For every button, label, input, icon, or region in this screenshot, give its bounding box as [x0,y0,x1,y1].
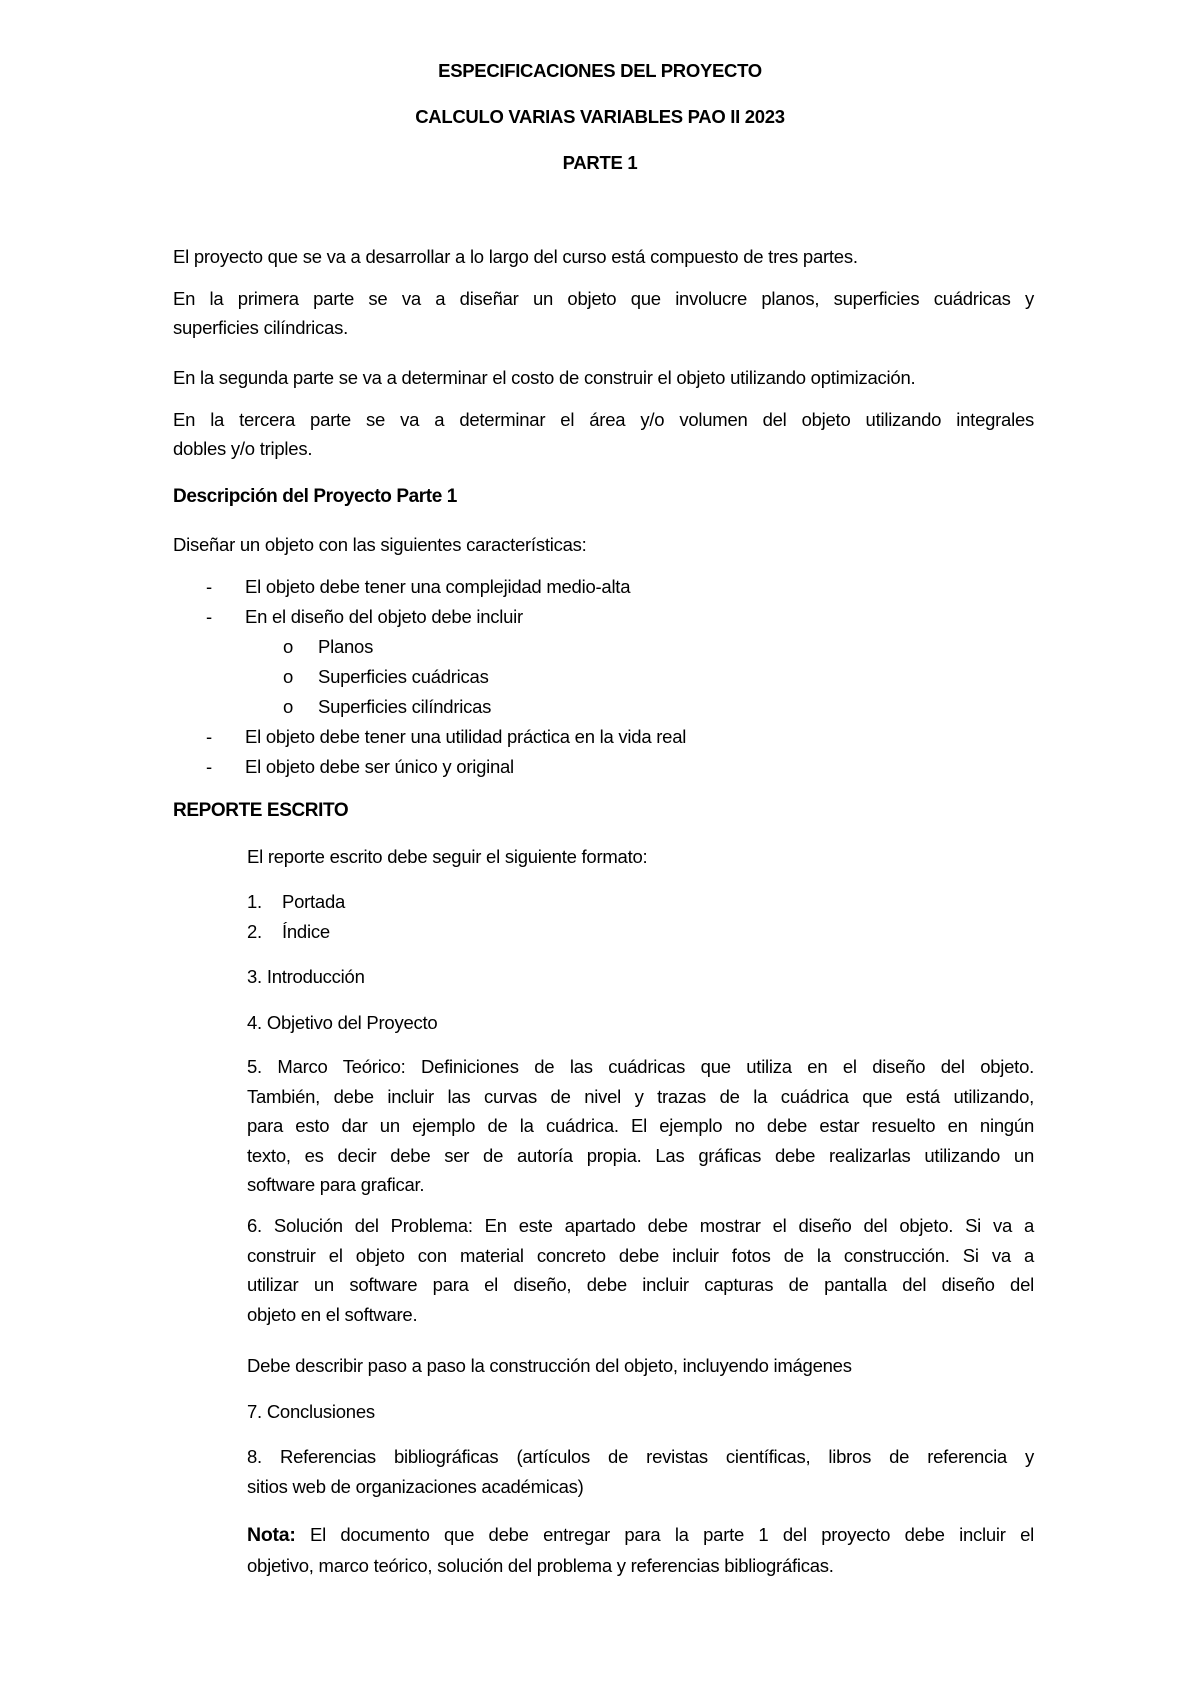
item-5-line: texto, es decir debe ser de autoría propia. Las gráficas debe realizarlas utilizando un [247,1144,1034,1166]
item-6-line: utilizar un software para el diseño, debe incluir capturas de pantalla del diseño del [247,1274,1034,1295]
item-text: Debe describir paso a paso la construcción del objeto, incluyendo imágenes [247,1355,852,1376]
description-heading: Descripción del Proyecto Parte 1 [173,486,457,507]
intro-paragraph-2-line-2: superficies cilíndricas. [173,317,348,338]
circle-bullet: o [283,636,294,657]
note-line-2: objetivo, marco teórico, solución del problema y referencias bibliográficas. [247,1554,834,1576]
sub-list-item-text: Superficies cilíndricas [318,696,492,717]
item-6-line: 6. Solución del Problema: En este apartado debe mostrar el diseño del objeto. Si va a [247,1215,1034,1236]
item-5-line: 5. Marco Teórico: Definiciones de las cuádricas que utiliza en el diseño del objeto. [247,1056,1034,1077]
note-text: El documento que debe entregar para la parte 1 del proyecto debe incluir el [295,1524,1034,1545]
item-text: 7. Conclusiones [247,1401,375,1422]
report-item-6 [247,1211,1034,1329]
document-title: ESPECIFICACIONES DEL PROYECTO [438,60,762,81]
dash-bullet: - [206,576,212,597]
dash-bullet: - [206,606,212,627]
item-6-line: construir el objeto con material concreto debe incluir fotos de la construcción. Si va a [247,1244,1034,1266]
intro-paragraph-4 [173,405,1034,463]
report-lead-text: El reporte escrito debe seguir el siguiente formato: [247,846,648,867]
intro-paragraph-2 [173,284,1034,342]
report-heading: REPORTE ESCRITO [173,800,349,821]
item-5-line: También, debe incluir las curvas de nivel y trazas de la cuádrica que está utilizando, [247,1085,1034,1107]
list-item-text: En el diseño del objeto debe incluir [245,606,523,627]
item-8-line: 8. Referencias bibliográficas (artículos de revistas científicas, libros de referencia y [247,1446,1034,1467]
intro-paragraph-4-line-1: En la tercera parte se va a determinar el área y/o volumen del objeto utilizando integrales [173,409,1034,430]
circle-bullet: o [283,666,294,687]
course-title: CALCULO VARIAS VARIABLES PAO II 2023 [415,106,785,127]
intro-paragraph-3: En la segunda parte se va a determinar el costo de construir el objeto utilizando optimización. [173,367,916,388]
sub-list-item-text: Superficies cuádricas [318,666,489,687]
dash-bullet: - [206,756,212,777]
sub-list-item-text: Planos [318,636,374,657]
dash-bullet: - [206,726,212,747]
note-label: Nota: [247,1524,296,1546]
item-5-line: software para graficar. [247,1174,425,1195]
intro-paragraph-2-line-1: En la primera parte se va a diseñar un objeto que involucre planos, superficies cuádricas y [173,288,1034,309]
list-item-text: El objeto debe ser único y original [245,756,514,777]
item-number: 1. [247,891,262,912]
item-text: 3. Introducción [247,966,365,987]
list-item-text: El objeto debe tener una complejidad medio-alta [245,576,631,597]
circle-bullet: o [283,696,294,717]
item-number: 2. [247,921,262,942]
item-6-line: objeto en el software. [247,1303,418,1325]
report-note [247,1520,1034,1580]
list-item-text: El objeto debe tener una utilidad práctica en la vida real [245,726,687,747]
note-line-1 [247,1520,1034,1551]
item-text: 4. Objetivo del Proyecto [247,1012,438,1033]
report-item-5 [247,1052,1034,1200]
item-text: Portada [282,891,346,912]
intro-paragraph-4-line-2: dobles y/o triples. [173,438,313,459]
report-item-8 [247,1442,1034,1501]
item-8-line: sitios web de organizaciones académicas) [247,1475,584,1497]
description-lead: Diseñar un objeto con las siguientes características: [173,534,587,555]
item-text: Índice [282,921,330,942]
intro-paragraph-1: El proyecto que se va a desarrollar a lo largo del curso está compuesto de tres partes. [173,246,858,267]
part-title: PARTE 1 [562,152,638,173]
item-5-line: para esto dar un ejemplo de la cuádrica. El ejemplo no debe estar resuelto en ningún [247,1115,1034,1136]
